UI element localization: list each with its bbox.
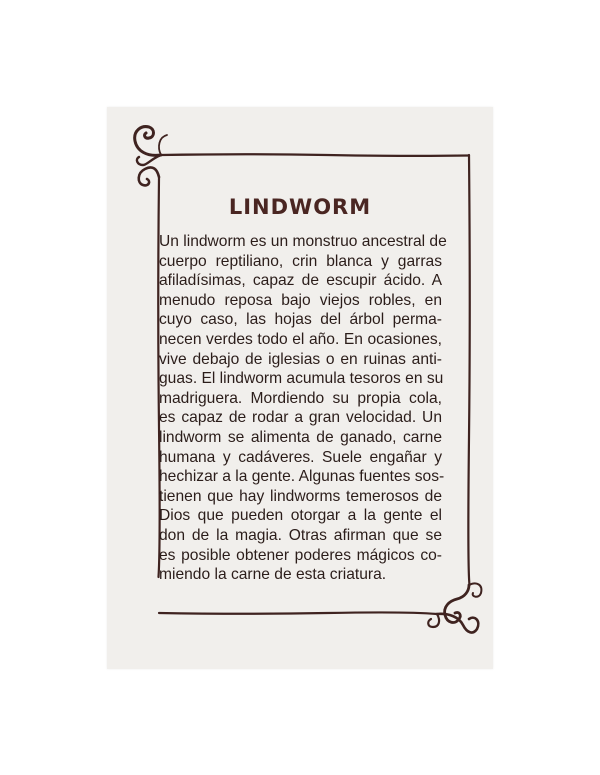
card-body: [159, 232, 447, 585]
body-line: guas. El lindworm acumula tesoros en su: [159, 370, 444, 388]
body-line: es posible obtener poderes mágicos co-: [159, 546, 442, 564]
body-line: lindworm se alimenta de ganado, carne: [159, 428, 442, 446]
body-line: humana y cadáveres. Suele engañar y: [159, 448, 442, 466]
body-line: madriguera. Mordiendo su propia cola,: [159, 389, 442, 407]
body-line: Dios que pueden otorgar a la gente el: [159, 507, 442, 525]
body-line: vive debajo de iglesias o en ruinas anti-: [159, 350, 442, 368]
body-line: necen verdes todo el año. En ocasiones,: [159, 330, 442, 348]
body-line: cuyo caso, las hojas del árbol perma-: [159, 311, 442, 329]
body-line: Un lindworm es un monstruo ancestral de: [159, 233, 447, 250]
body-line: don de la magia. Otras afirman que se: [159, 526, 442, 544]
right-border-line: [468, 155, 469, 585]
bottom-border-line: [159, 612, 437, 614]
body-line: hechizar a la gente. Algunas fuentes sos-: [159, 468, 445, 486]
card: [107, 107, 493, 669]
body-line: miendo la carne de esta criatura.: [159, 566, 387, 584]
swirl-ornament-bottom-right: [428, 583, 481, 632]
body-line: cuerpo reptiliano, crin blanca y garras: [159, 252, 442, 270]
body-line: es capaz de rodar a gran velocidad. Un: [159, 409, 442, 427]
body-line: afiladísimas, capaz de escupir ácido. A: [159, 272, 442, 290]
body-line: tienen que hay lindworms temerosos de: [159, 487, 442, 505]
body-line: menudo reposa bajo viejos robles, en: [159, 291, 442, 309]
card-title: LINDWORM: [228, 195, 372, 219]
top-border-line: [161, 154, 469, 156]
